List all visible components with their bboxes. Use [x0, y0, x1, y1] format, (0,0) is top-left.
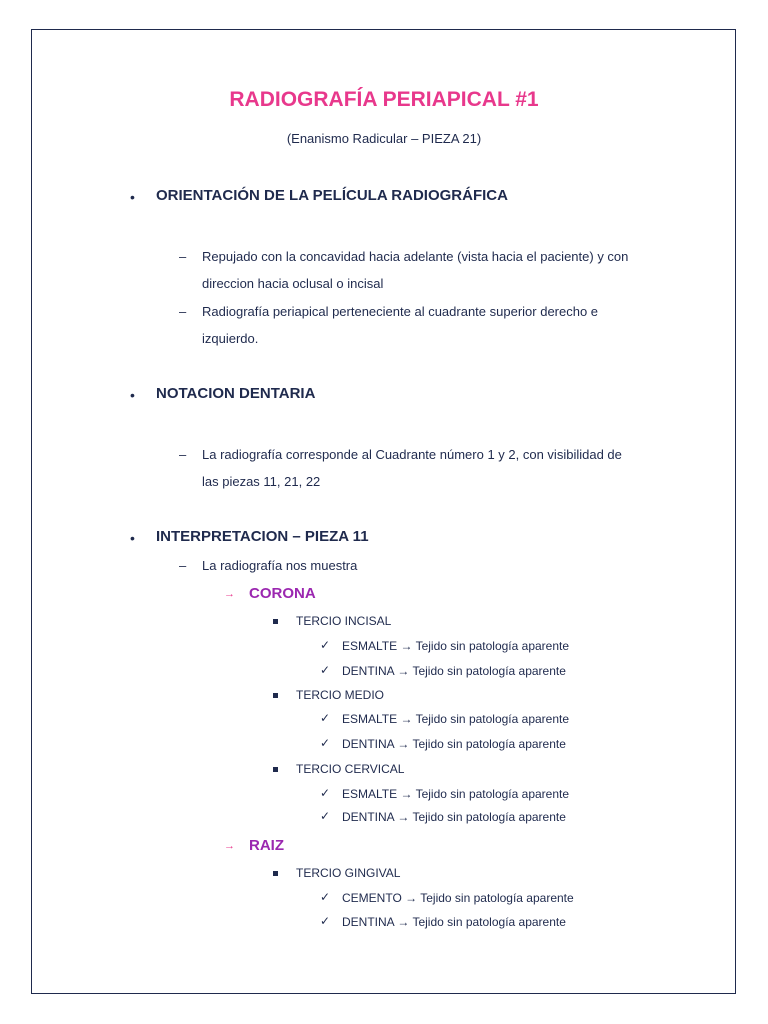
tercio-label: TERCIO INCISAL [296, 614, 392, 628]
bullet-icon: • [130, 530, 135, 546]
list-item: ESMALTE → Tejido sin patología aparente [342, 639, 570, 653]
dash-icon: – [179, 447, 187, 462]
check-icon: ✓ [320, 711, 331, 725]
dash-icon: – [179, 249, 187, 264]
corona-label: CORONA [249, 585, 316, 602]
list-item [202, 243, 658, 297]
dash-icon: – [179, 558, 187, 573]
list-item-line: las piezas 11, 21, 22 [202, 474, 321, 489]
check-icon: ✓ [320, 736, 331, 750]
list-item-line: izquierdo. [202, 331, 259, 346]
list-item-line: direccion hacia oclusal o incisal [202, 276, 384, 291]
list-item [202, 441, 658, 495]
tercio-label: TERCIO MEDIO [296, 688, 385, 702]
page-border [31, 29, 736, 994]
list-item: DENTINA → Tejido sin patología aparente [342, 810, 566, 824]
arrow-icon: → [224, 588, 235, 600]
square-bullet-icon [273, 871, 278, 876]
document-subtitle: (Enanismo Radicular – PIEZA 21) [286, 131, 482, 146]
list-item: DENTINA → Tejido sin patología aparente [342, 664, 566, 678]
list-item-line: La radiografía corresponde al Cuadrante número 1 y 2, con visibilidad de [202, 447, 622, 462]
check-icon: ✓ [320, 638, 331, 652]
bullet-icon: • [130, 387, 135, 403]
list-item: DENTINA → Tejido sin patología aparente [342, 737, 566, 751]
square-bullet-icon [273, 619, 278, 624]
square-bullet-icon [273, 693, 278, 698]
bullet-icon: • [130, 189, 135, 205]
section-heading-orientacion: ORIENTACIÓN DE LA PELÍCULA RADIOGRÁFICA [156, 187, 508, 204]
list-item: CEMENTO → Tejido sin patología aparente [342, 891, 574, 905]
intro-text: La radiografía nos muestra [202, 558, 358, 573]
check-icon: ✓ [320, 786, 331, 800]
check-icon: ✓ [320, 663, 331, 677]
tercio-label: TERCIO CERVICAL [296, 762, 405, 776]
square-bullet-icon [273, 767, 278, 772]
dash-icon: – [179, 304, 187, 319]
tercio-label: TERCIO GINGIVAL [296, 866, 401, 880]
list-item-line: Repujado con la concavidad hacia adelante (vista hacia el paciente) y con [202, 249, 629, 264]
section-heading-interpretacion: INTERPRETACION – PIEZA 11 [156, 528, 369, 545]
list-item: ESMALTE → Tejido sin patología aparente [342, 787, 570, 801]
list-item: DENTINA → Tejido sin patología aparente [342, 915, 566, 929]
section-heading-notacion: NOTACION DENTARIA [156, 385, 316, 402]
document-title: RADIOGRAFÍA PERIAPICAL #1 [229, 88, 539, 111]
check-icon: ✓ [320, 914, 331, 928]
list-item [202, 298, 658, 352]
list-item-line: Radiografía periapical perteneciente al cuadrante superior derecho e [202, 304, 599, 319]
check-icon: ✓ [320, 809, 331, 823]
list-item: ESMALTE → Tejido sin patología aparente [342, 712, 570, 726]
check-icon: ✓ [320, 890, 331, 904]
raiz-label: RAIZ [249, 837, 284, 854]
arrow-icon: → [224, 840, 235, 852]
